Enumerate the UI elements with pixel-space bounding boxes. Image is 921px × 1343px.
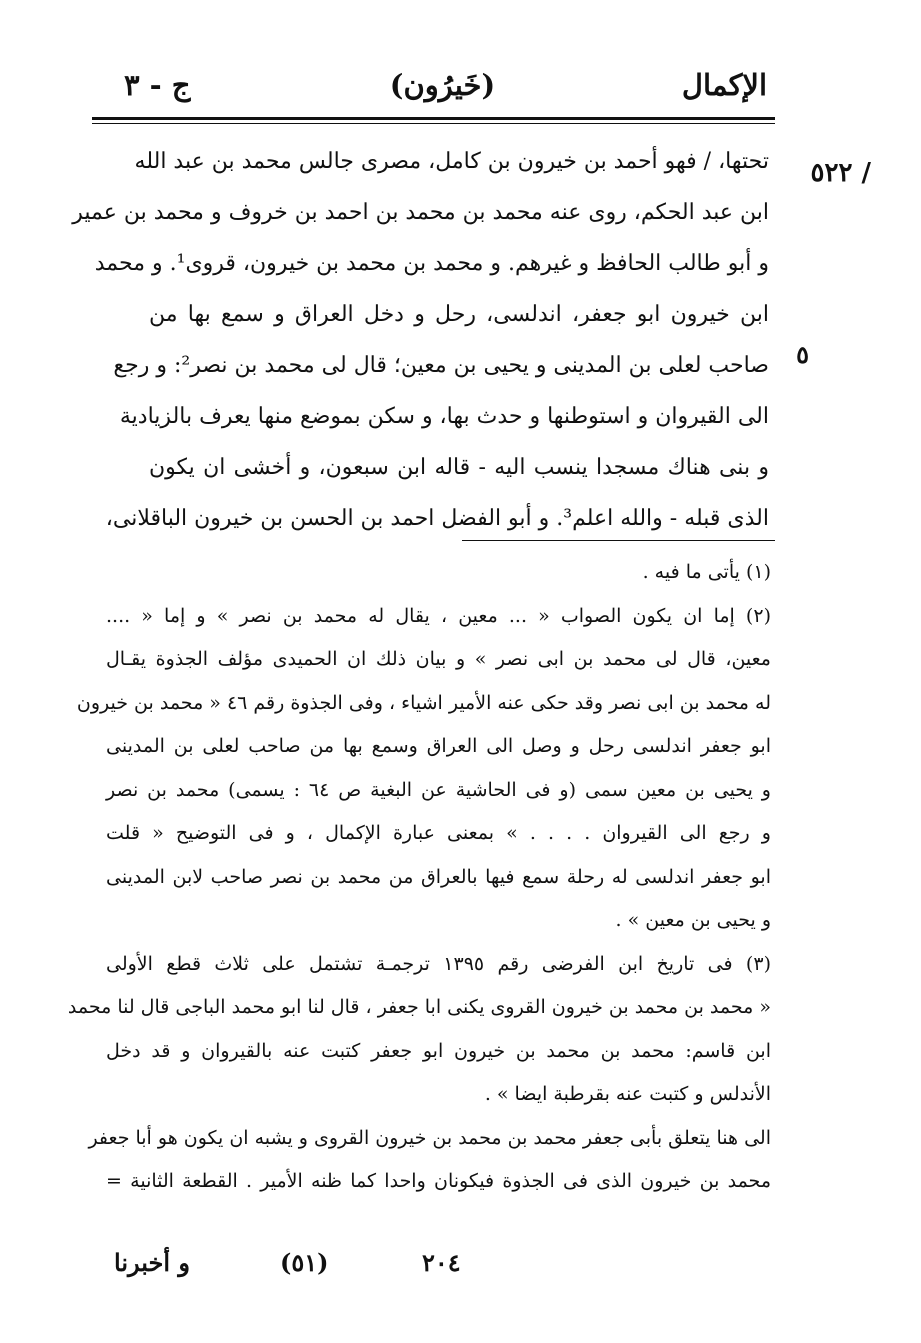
footnote-line: و رجع الى القيروان . . . . » بمعنى عبارة الإكمال ، و فى التوضيح « قلت xyxy=(106,822,771,844)
running-header xyxy=(110,62,775,112)
page-number: ٢٠٤ xyxy=(422,1248,461,1277)
footnote-line: و يحيى بن معين » . xyxy=(615,909,771,931)
main-text xyxy=(72,136,769,544)
footnote-line: (٣) فى تاريخ ابن الفرضى رقم ١٣٩٥ ترجمـة تشتمل على ثلاث قطع الأولى xyxy=(106,952,771,975)
main-text-line: ابن عبد الحكم، روى عنه محمد بن محمد بن احمد بن خروف و محمد بن عمير xyxy=(72,200,769,225)
footnote-line: الأندلس و كتبت عنه بقرطبة ايضا » . xyxy=(484,1083,771,1105)
footnote-line: ابو جعفر اندلسى رحل و وصل الى العراق وسمع بها من صاحب لعلى بن المدينى xyxy=(106,735,771,757)
main-text-line: صاحب لعلى بن المدينى و يحيى بن معين؛ قال لى محمد بن نصر²: و رجع xyxy=(113,353,769,378)
footnote-line: (١) يأتى ما فيه . xyxy=(642,561,771,583)
main-text-line: و بنى هناك مسجدا ينسب اليه - قاله ابن سبعون، و أخشى ان يكون xyxy=(149,455,769,480)
catchword: و أخبرنا xyxy=(114,1248,190,1277)
footnote-line: الى هنا يتعلق بأبى جعفر محمد بن محمد بن خيرون القروى و يشبه ان يكون هو أبا جعفر xyxy=(88,1126,771,1149)
footnote-line: « محمد بن محمد بن خيرون القروى يكنى ابا جعفر ، قال لنا ابو محمد الباجى قال لنا محمد xyxy=(67,996,771,1018)
header-rule-thick xyxy=(92,117,775,120)
footnote-line: (٢) إما ان يكون الصواب « ... معين ، يقال له محمد بن نصر » و إما « .... xyxy=(106,604,771,627)
main-text-line: ابن خيرون ابو جعفر، اندلسى، رحل و دخل العراق و سمع بها من xyxy=(149,302,769,327)
volume-label: ج - ٣ xyxy=(124,68,191,102)
page-footer xyxy=(100,1248,775,1288)
main-text-line: الذى قبله - والله اعلم³. و أبو الفضل احمد بن الحسن بن خيرون الباقلانى، xyxy=(105,506,769,531)
footnote-line: ابو جعفر اندلسى له رحلة سمع فيها بالعراق من محمد بن نصر صاحب لابن المدينى xyxy=(106,865,771,888)
footnote-separator xyxy=(462,540,775,541)
signature-mark: (٥١) xyxy=(280,1248,329,1277)
footnote-line: له محمد بن ابى نصر وقد حكى عنه الأمير اشياء ، وفى الجذوة رقم ٤٦ « محمد بن خيرون xyxy=(76,691,771,714)
header-rule-thin xyxy=(92,123,775,124)
main-text-line: تحتها، / فهو أحمد بن خيرون بن كامل، مصرى جالس محمد بن عبد الله xyxy=(134,149,769,174)
footnote-line: معين، قال لى محمد بن ابى نصر » و بيان ذلك ان الحميدى مؤلف الجذوة يقـال xyxy=(106,648,771,670)
footnote-line: و يحيى بن معين سمى (و فى الحاشية عن البغية ص ٦٤ : يسمى) محمد بن نصر xyxy=(106,778,771,801)
main-text-line: الى القيروان و استوطنها و حدث بها، و سكن بموضع منها يعرف بالزيادية xyxy=(119,404,769,429)
footnote-line: ابن قاسم: محمد بن محمد بن خيرون ابو جعفر كتبت عنه بالقيروان و قد دخل xyxy=(106,1039,771,1062)
footnote-line: محمد بن خيرون الذى فى الجذوة فيكونان واحدا كما ظنه الأمير . القطعة الثانية = xyxy=(106,1170,771,1192)
line-number-marker: ٥ xyxy=(796,340,809,369)
main-text-line: و أبو طالب الحافظ و غيرهم. و محمد بن محمد بن خيرون، قروى¹. و محمد xyxy=(94,251,769,276)
footnotes xyxy=(67,551,771,1204)
entry-heading: (خَيرُون) xyxy=(389,68,496,102)
manuscript-page-ref: / ٥٢٢ xyxy=(810,158,871,188)
book-title: الإكمال xyxy=(681,68,767,102)
